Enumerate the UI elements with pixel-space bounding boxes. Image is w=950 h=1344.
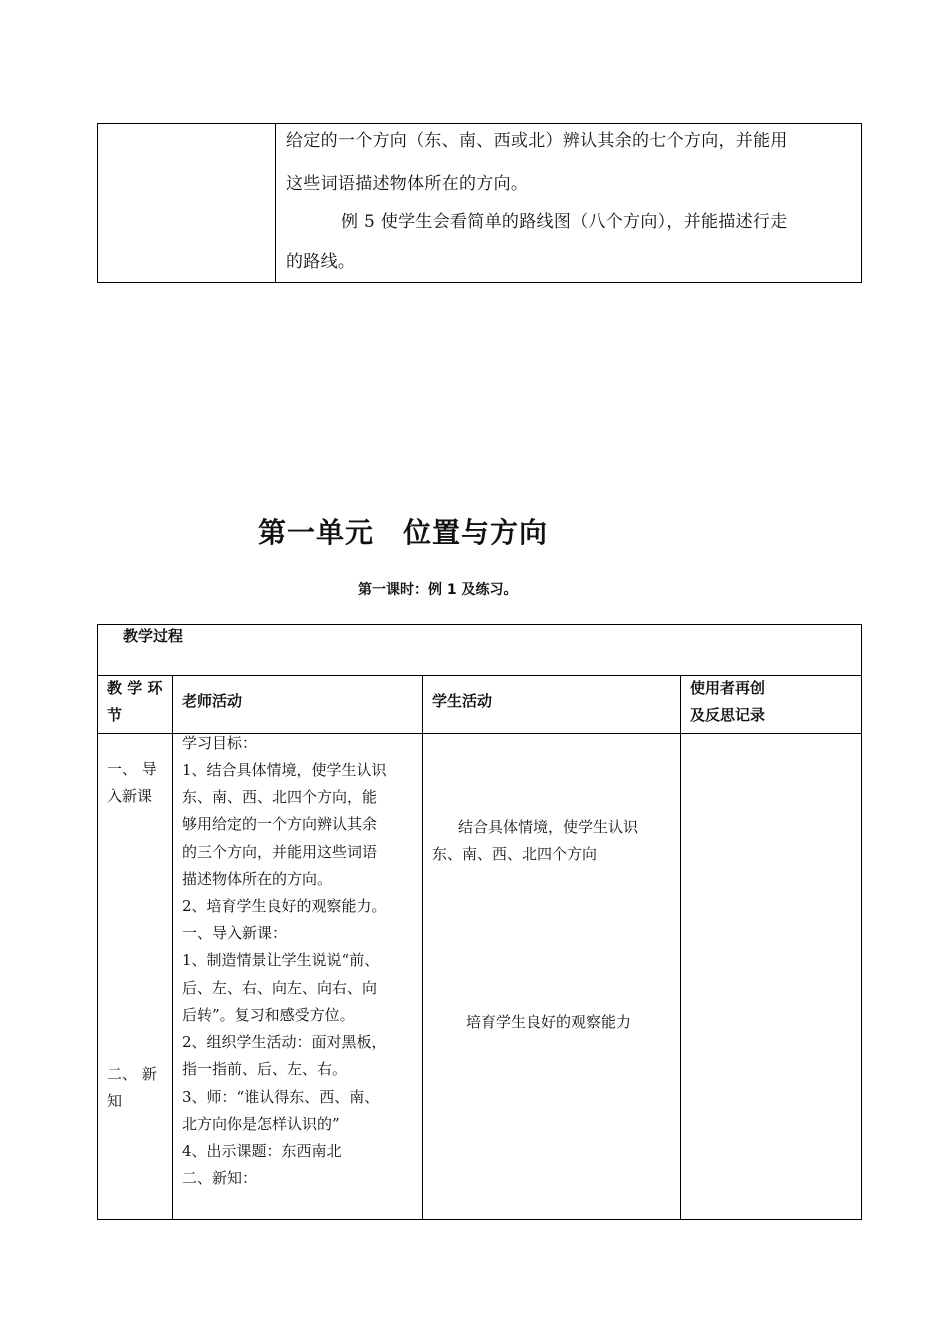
header-student: 学生活动 xyxy=(432,692,493,710)
teacher-line: 的三个方向，并能用这些词语 xyxy=(182,843,378,861)
stage-label: 入新课 xyxy=(107,787,153,805)
teacher-line: 2、组织学生活动：面对黑板， xyxy=(182,1033,387,1051)
teacher-line: 一、导入新课： xyxy=(182,924,288,942)
table-column-divider xyxy=(172,675,173,1220)
header-stage: 教 学 环 xyxy=(107,679,163,697)
student-line: 东、南、西、北四个方向 xyxy=(432,845,598,863)
header-notes: 及反思记录 xyxy=(690,706,766,724)
student-line: 结合具体情境，使学生认识 xyxy=(458,818,639,836)
unit-title: 第一单元 位置与方向 xyxy=(258,516,549,549)
teacher-line: 2、培育学生良好的观察能力。 xyxy=(182,897,387,915)
top-table-border-left xyxy=(97,123,98,283)
teacher-line: 东、南、西、北四个方向，能 xyxy=(182,788,378,806)
teacher-line: 指一指前、后、左、右。 xyxy=(182,1060,348,1078)
top-table-line: 的路线。 xyxy=(286,252,356,272)
top-table-line: 例 5 使学生会看简单的路线图（八个方向），并能描述行走 xyxy=(341,212,788,232)
table-border-left xyxy=(97,624,98,1220)
teacher-line: 1、制造情景让学生说说“前、 xyxy=(182,951,380,969)
header-teacher: 老师活动 xyxy=(182,692,243,710)
table-border-right xyxy=(861,624,862,1220)
teacher-line: 后转”。复习和感受方位。 xyxy=(182,1006,355,1024)
table-column-divider xyxy=(422,675,423,1220)
header-stage: 节 xyxy=(107,706,123,724)
top-table-border-top xyxy=(97,123,862,124)
header-notes: 使用者再创 xyxy=(690,679,766,697)
stage-label: 一、 导 xyxy=(107,760,157,778)
stage-label: 知 xyxy=(107,1092,123,1110)
teacher-line: 北方向你是怎样认识的” xyxy=(182,1115,340,1133)
top-table-border-bottom xyxy=(97,282,862,283)
teacher-line: 1、结合具体情境，使学生认识 xyxy=(182,761,387,779)
stage-label: 二、 新 xyxy=(107,1065,157,1083)
table-border-bottom xyxy=(97,1219,862,1220)
section-title: 教学过程 xyxy=(123,627,184,645)
teacher-line: 4、出示课题：东西南北 xyxy=(182,1142,342,1160)
top-table-line: 给定的一个方向（东、南、西或北）辨认其余的七个方向，并能用 xyxy=(286,131,788,151)
top-table-line: 这些词语描述物体所在的方向。 xyxy=(286,174,529,194)
teacher-line: 二、新知： xyxy=(182,1169,258,1187)
teacher-line: 3、师：“谁认得东、西、南、 xyxy=(182,1088,380,1106)
top-table-border-right xyxy=(861,123,862,283)
top-table-divider xyxy=(275,123,276,283)
teacher-line: 描述物体所在的方向。 xyxy=(182,870,333,888)
table-rule xyxy=(97,675,862,676)
lesson-subtitle: 第一课时：例 1 及练习。 xyxy=(358,582,518,598)
teacher-line: 够用给定的一个方向辨认其余 xyxy=(182,815,378,833)
table-border-top xyxy=(97,624,862,625)
student-line: 培育学生良好的观察能力 xyxy=(466,1013,632,1031)
table-column-divider xyxy=(680,675,681,1220)
teacher-line: 后、左、右、向左、向右、向 xyxy=(182,979,378,997)
teacher-line: 学习目标： xyxy=(182,734,258,752)
